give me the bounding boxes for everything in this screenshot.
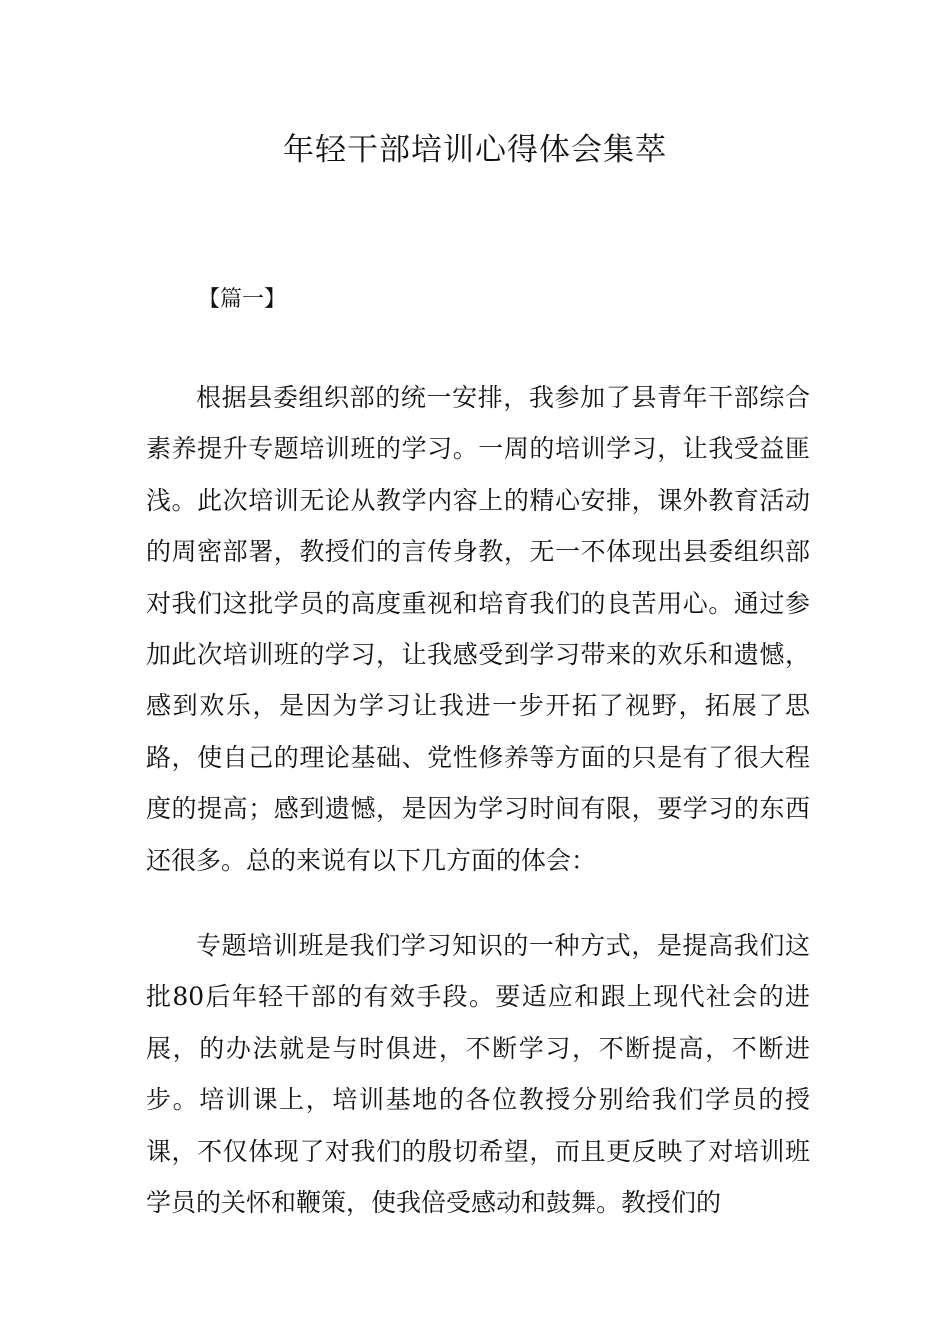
body-paragraph-1: 根据县委组织部的统一安排，我参加了县青年干部综合素养提升专题培训班的学习。一周的培训学习，让我受益匪浅。此次培训无论从教学内容上的精心安排，课外教育活动的周密部署，教授们的言传身教，无一不体现出县委组织部对我们这批学员的高度重视和培育我们的良苦用心。通过参加此次培训班的学习，让我感受到学习带来的欢乐和遗憾，感到欢乐，是因为学习让我进一步开拓了视野，拓展了思路，使自己的理论基础、党性修养等方面的只是有了很大程度的提高；感到遗憾，是因为学习时间有限，要学习的东西还很多。总的来说有以下几方面的体会： (146, 383, 810, 875)
body-paragraph-2: 专题培训班是我们学习知识的一种方式，是提高我们这批80后年轻干部的有效手段。要适应和跟上现代社会的进展，的办法就是与时俱进，不断学习，不断提高，不断进步。培训课上，培训基地的各位教授分别给我们学员的授课，不仅体现了对我们的殷切希望，而且更反映了对培训班学员的关怀和鞭策，使我倍受感动和鼓舞。教授们的 (146, 931, 810, 1218)
page-title: 年轻干部培训心得体会集萃 (283, 132, 667, 168)
section-heading: 【篇一】 (198, 287, 287, 312)
